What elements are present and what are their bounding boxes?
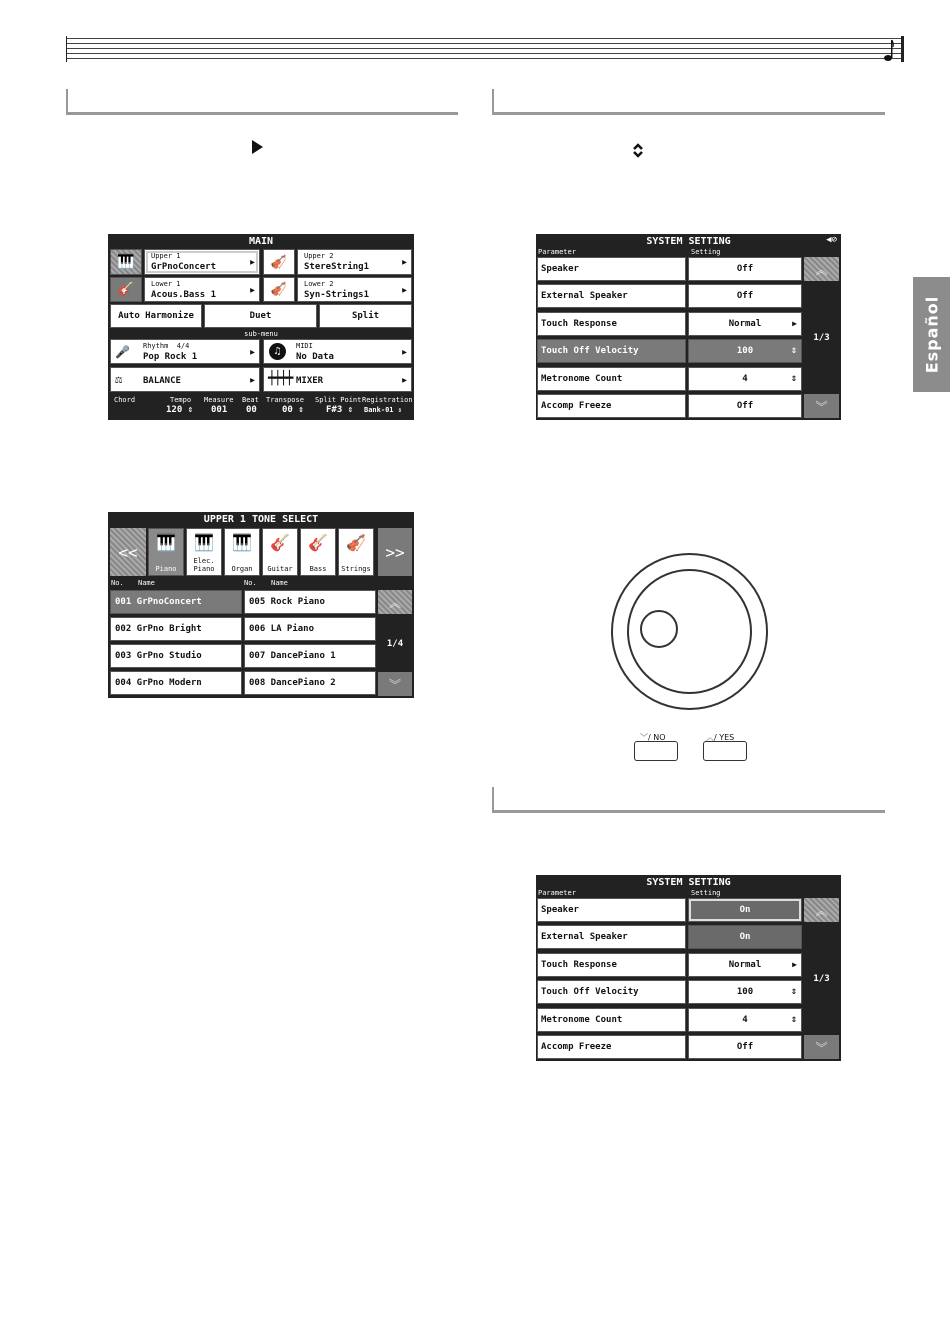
duet-button[interactable]: Duet xyxy=(204,304,317,328)
prev-category-button[interactable]: << xyxy=(110,528,146,576)
section-rule-right-bottom xyxy=(492,787,885,813)
category-label: Organ xyxy=(231,565,253,573)
setting-value-text: Off xyxy=(736,401,754,411)
upper1-part[interactable] xyxy=(144,249,260,275)
setting-value-text: Off xyxy=(736,1042,754,1052)
parameter-name[interactable]: Speaker xyxy=(537,257,686,281)
mixer-label: MIXER xyxy=(296,376,324,386)
setting-value[interactable] xyxy=(688,257,802,281)
lower2-part[interactable] xyxy=(297,277,412,302)
arrow-right-icon: ▶ xyxy=(792,959,797,969)
upper2-caption: Upper 2 xyxy=(304,252,334,260)
bass-guitar-icon[interactable]: 🎸 xyxy=(110,277,142,302)
auto-harmonize-button[interactable]: Auto Harmonize xyxy=(110,304,202,328)
tone-list-item[interactable]: 006 LA Piano xyxy=(244,617,376,641)
violin-icon[interactable]: 🎻 xyxy=(263,277,295,302)
lower2-caption: Lower 2 xyxy=(304,280,334,288)
up-chevron-icon: ︿ xyxy=(706,733,714,742)
piano-category-button[interactable] xyxy=(148,528,184,576)
music-note-icon xyxy=(884,38,894,62)
registration-label: Registration xyxy=(362,396,413,404)
arrow-right-icon: ▶ xyxy=(792,318,797,328)
up-down-arrow-icon: ⇕ xyxy=(790,1013,797,1025)
tone-select-title: UPPER 1 TONE SELECT xyxy=(203,513,319,525)
setting-value[interactable] xyxy=(688,1035,802,1059)
split-point-note: F#3 xyxy=(326,405,343,415)
rhythm-value: Pop Rock 1 xyxy=(143,352,198,362)
parameter-name[interactable]: Speaker xyxy=(537,898,686,922)
piano-icon: 🎹 xyxy=(156,533,176,552)
setting-value-text: On xyxy=(739,932,751,943)
up-down-arrow-icon: ⇕ xyxy=(790,372,797,384)
setting-value[interactable] xyxy=(688,339,802,363)
setting-value-text: 4 xyxy=(742,1014,748,1025)
parameter-name[interactable]: Metronome Count xyxy=(537,1008,686,1032)
up-down-arrow-icon: ⇕ xyxy=(790,986,797,998)
setting-value-text: 100 xyxy=(736,346,754,357)
lower1-part[interactable] xyxy=(144,277,260,302)
system-setting-screen-2 xyxy=(536,875,841,1061)
strings-icon: 🎻 xyxy=(346,533,366,552)
upper1-caption: Upper 1 xyxy=(151,252,181,260)
category-label: Bass xyxy=(309,565,327,573)
setting-value[interactable] xyxy=(688,925,802,949)
guitar-category-button[interactable] xyxy=(262,528,298,576)
setting-value-text: Off xyxy=(736,264,754,274)
play-arrow-icon xyxy=(252,140,263,154)
arrow-right-icon: ▶ xyxy=(250,285,255,294)
setting-value-text: 4 xyxy=(742,373,748,384)
measure-value: 001 xyxy=(211,405,228,415)
measure-label: Measure xyxy=(204,396,234,404)
tone-list-item[interactable]: 007 DancePiano 1 xyxy=(244,644,376,668)
col-parameter-2: Parameter xyxy=(538,889,576,897)
arrow-right-icon: ▶ xyxy=(250,375,255,384)
setting-value[interactable] xyxy=(688,980,802,1004)
bass-icon: 🎸 xyxy=(308,533,328,552)
setting-value-text: Normal xyxy=(728,318,762,329)
beat-value: 00 xyxy=(246,405,257,415)
arrow-right-icon: ▶ xyxy=(402,285,407,294)
setting-value-text: Off xyxy=(736,291,754,302)
system-title-1: SYSTEM SETTING xyxy=(646,235,731,247)
setting-value-text: On xyxy=(739,905,751,915)
next-category-button[interactable]: >> xyxy=(378,528,412,576)
violin-icon[interactable]: 🎻 xyxy=(263,249,295,275)
organ-category-button[interactable] xyxy=(224,528,260,576)
elec-piano-category-button[interactable] xyxy=(186,528,222,576)
col-name-right: Name xyxy=(271,579,288,587)
balance-icon: ⚖ xyxy=(115,372,123,386)
tone-list-item[interactable]: 002 GrPno Bright xyxy=(110,617,242,641)
guitar-icon: 🎸 xyxy=(270,533,290,552)
chord-label: Chord xyxy=(114,396,136,404)
dial-finger-dimple xyxy=(640,610,678,648)
lower1-value: Acous.Bass 1 xyxy=(151,290,217,300)
mixer-button[interactable] xyxy=(263,367,412,392)
registration-bank: Bank-01 xyxy=(364,406,394,414)
mixer-sliders-icon: ┿┿┿┿ xyxy=(268,371,292,386)
parameter-name[interactable]: Touch Off Velocity xyxy=(537,980,686,1004)
setting-value[interactable] xyxy=(688,312,802,336)
setting-value[interactable] xyxy=(688,367,802,391)
organ-icon: 🎹 xyxy=(232,533,252,552)
parameter-name[interactable]: Accomp Freeze xyxy=(537,1035,686,1059)
category-label: Guitar xyxy=(267,565,293,573)
parameter-name[interactable]: Accomp Freeze xyxy=(537,394,686,418)
system-page-indicator-1: 1/3 xyxy=(813,333,830,343)
setting-value[interactable] xyxy=(688,394,802,418)
language-side-tab-label: Español xyxy=(922,295,942,374)
balance-button[interactable] xyxy=(110,367,260,392)
page-down-button[interactable]: ︾ xyxy=(378,672,412,696)
transpose-number: 00 xyxy=(282,405,293,415)
lower2-value: Syn-Strings1 xyxy=(304,290,370,300)
setting-value[interactable] xyxy=(688,953,802,977)
tempo-value[interactable]: 120 ⇕ xyxy=(166,405,194,415)
page-down-button[interactable]: ︾ xyxy=(804,394,839,418)
tone-page-indicator: 1/4 xyxy=(386,639,404,649)
tone-list-item[interactable]: 001 GrPnoConcert xyxy=(110,590,242,614)
page-up-button[interactable]: ︽ xyxy=(378,590,412,614)
down-chevron-icon: ﹀ xyxy=(640,733,648,742)
setting-value-text: Normal xyxy=(728,959,762,970)
arrow-right-icon: ▶ xyxy=(402,375,407,384)
parameter-name[interactable]: Touch Off Velocity xyxy=(537,339,686,363)
registration-value[interactable]: Bank-01 ⇕ xyxy=(364,406,402,414)
midi-value: No Data xyxy=(296,352,334,362)
system-setting-screen-1 xyxy=(536,234,841,420)
col-name-left: Name xyxy=(138,579,155,587)
elec-piano-icon: 🎹 xyxy=(194,533,214,552)
main-title: MAIN xyxy=(248,235,274,247)
yes-button[interactable] xyxy=(703,741,747,761)
music-note-circle-icon: ♫ xyxy=(269,343,286,360)
tempo-label: Tempo xyxy=(170,396,192,404)
split-point-label: Split Point xyxy=(315,396,362,404)
no-button[interactable] xyxy=(634,741,678,761)
category-label: Piano xyxy=(155,565,177,573)
main-screen xyxy=(108,234,414,420)
setting-value-text: 100 xyxy=(736,987,754,998)
no-label: / NO xyxy=(648,733,666,742)
section-rule-right-top xyxy=(492,89,885,115)
setting-value[interactable] xyxy=(688,1008,802,1032)
tone-list-item[interactable]: 005 Rock Piano xyxy=(244,590,376,614)
rhythm-caption: Rhythm 4/4 xyxy=(143,342,190,350)
submenu-label: sub-menu xyxy=(244,329,278,338)
header-staff xyxy=(66,36,904,62)
arrow-right-icon: ▶ xyxy=(250,257,255,267)
category-label: Strings xyxy=(341,565,371,573)
setting-value[interactable] xyxy=(688,898,802,922)
rhythm-button[interactable] xyxy=(110,339,260,364)
tone-list-item[interactable]: 004 GrPno Modern xyxy=(110,671,242,695)
strings-category-button[interactable] xyxy=(338,528,374,576)
col-no-left: No. xyxy=(111,579,124,587)
arrow-right-icon: ▶ xyxy=(402,257,407,267)
upper2-value: StereString1 xyxy=(304,262,370,272)
page-down-button[interactable]: ︾ xyxy=(804,1035,839,1059)
page-up-button[interactable]: ︽ xyxy=(804,257,839,281)
yes-label: / YES xyxy=(714,733,735,742)
arrow-right-icon: ▶ xyxy=(250,347,255,356)
tone-list-item[interactable]: 008 DancePiano 2 xyxy=(244,671,376,695)
col-setting-2: Setting xyxy=(691,889,721,897)
midi-button[interactable] xyxy=(263,339,412,364)
upper2-part[interactable] xyxy=(297,249,412,275)
category-label: Elec. Piano xyxy=(193,557,215,573)
parameter-name[interactable]: External Speaker xyxy=(537,925,686,949)
parameter-name[interactable]: Touch Response xyxy=(537,312,686,336)
tone-select-screen xyxy=(108,512,414,698)
tone-list-item[interactable]: 003 GrPno Studio xyxy=(110,644,242,668)
parameter-name[interactable]: Touch Response xyxy=(537,953,686,977)
setting-value[interactable] xyxy=(688,284,802,308)
system-page-indicator-2: 1/3 xyxy=(813,974,830,984)
parameter-name[interactable]: External Speaker xyxy=(537,284,686,308)
transpose-value[interactable]: 00 ⇕ xyxy=(282,405,304,415)
page-up-button[interactable]: ︽ xyxy=(804,898,839,922)
lower1-caption: Lower 1 xyxy=(151,280,181,288)
language-side-tab xyxy=(913,277,950,392)
dial[interactable] xyxy=(611,553,768,710)
microphone-icon: 🎤 xyxy=(115,345,130,359)
balance-label: BALANCE xyxy=(143,376,181,386)
piano-icon[interactable]: 🎹 xyxy=(110,249,142,275)
col-no-right: No. xyxy=(244,579,257,587)
parameter-name[interactable]: Metronome Count xyxy=(537,367,686,391)
speaker-mute-icon: ◀⊘ xyxy=(826,235,837,245)
col-setting-1: Setting xyxy=(691,248,721,256)
system-title-2: SYSTEM SETTING xyxy=(646,876,731,888)
section-rule-left xyxy=(66,89,458,115)
tempo-number: 120 xyxy=(166,405,183,415)
beat-label: Beat xyxy=(242,396,259,404)
bass-category-button[interactable] xyxy=(300,528,336,576)
up-down-arrow-icon: ⇕ xyxy=(790,345,797,357)
arrow-right-icon: ▶ xyxy=(402,347,407,356)
transpose-label: Transpose xyxy=(266,396,304,404)
midi-caption: MIDI xyxy=(296,342,313,350)
upper1-value: GrPnoConcert xyxy=(151,262,217,272)
up-down-arrow-icon xyxy=(632,142,644,159)
split-button[interactable]: Split xyxy=(319,304,412,328)
col-parameter-1: Parameter xyxy=(538,248,576,256)
split-point-value[interactable]: F#3 ⇕ xyxy=(326,405,354,415)
